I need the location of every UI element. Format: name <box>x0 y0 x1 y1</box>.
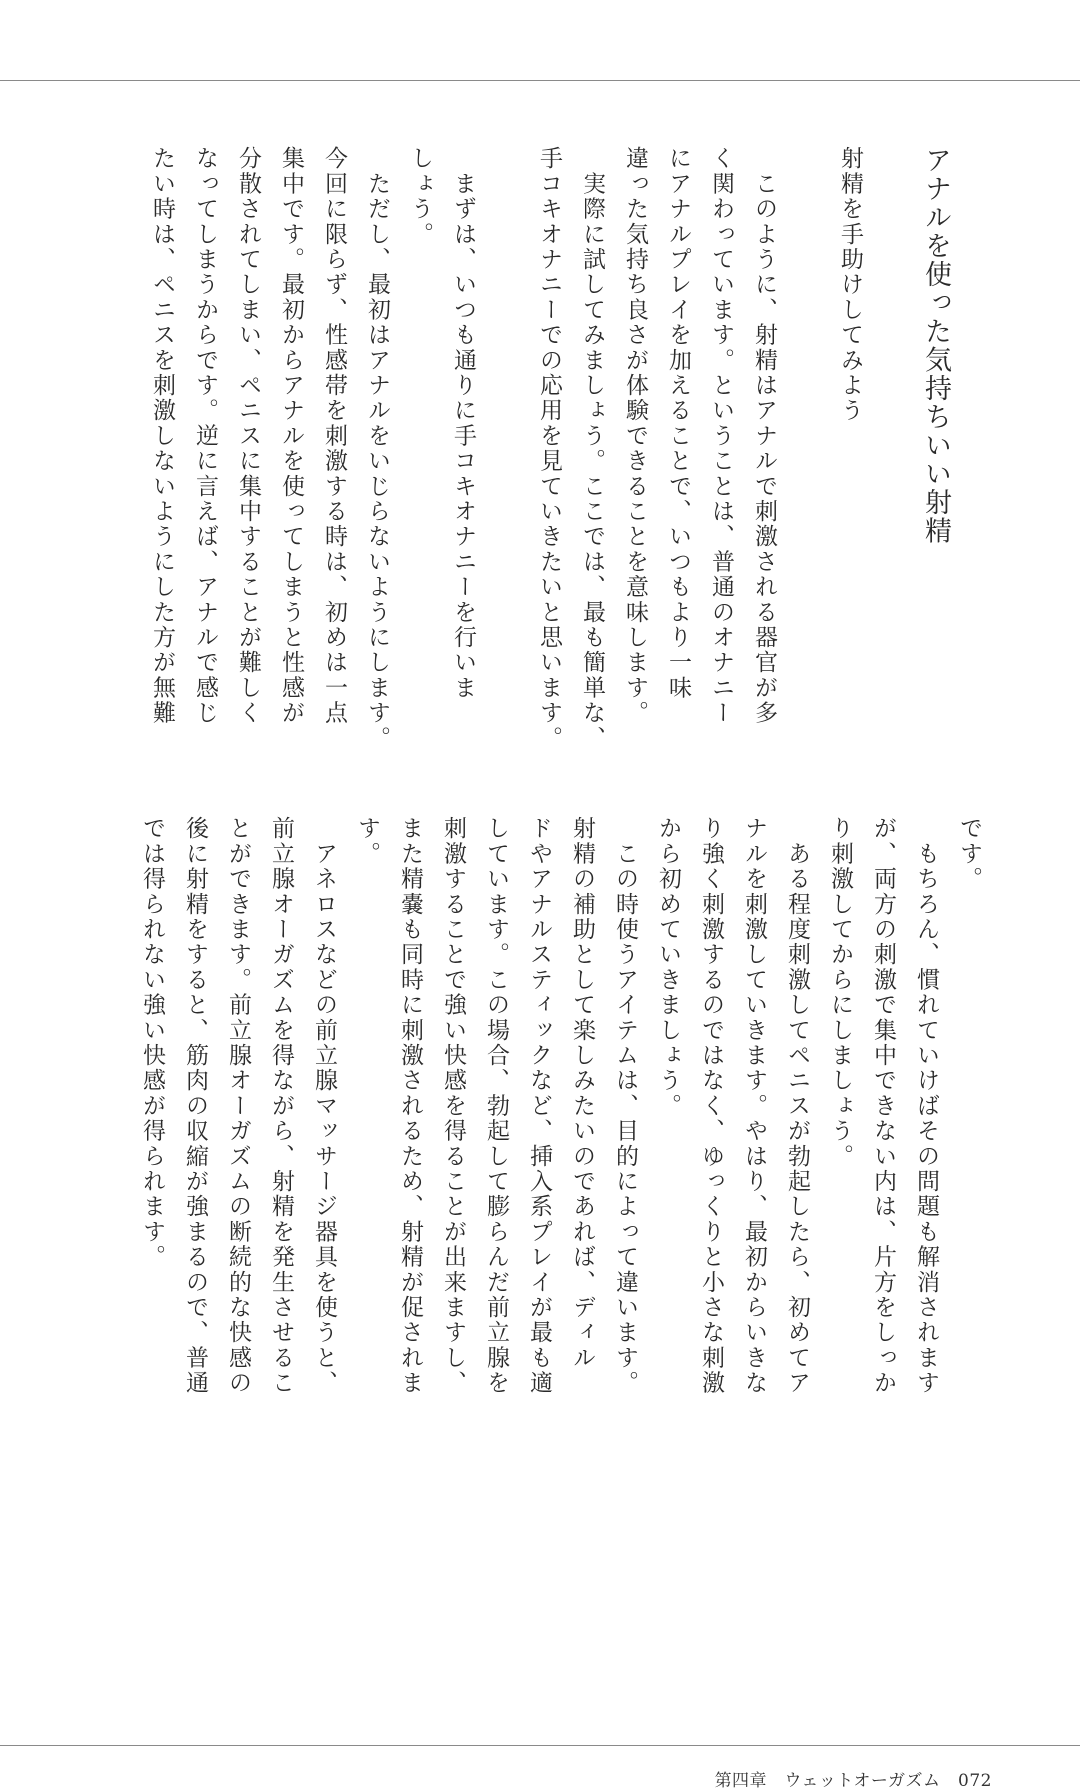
text-line: 分散されてしまい、ペニスに集中することが難しく <box>235 146 261 726</box>
text-line: が、両方の刺激で集中できない内は、片方をしっか <box>870 816 896 1396</box>
text-line: たい時は、ペニスを刺激しないようにした方が無難 <box>149 146 175 726</box>
text-line: ある程度刺激してペニスが勃起したら、初めてア <box>784 816 810 1396</box>
page-footer <box>715 1766 992 1791</box>
text-line: ナルを刺激していきます。やはり、最初からいきな <box>741 816 767 1396</box>
footer-rule <box>0 1745 1080 1746</box>
text-block-top <box>140 146 957 751</box>
chapter-title: 第四章 ウェットオーガズム <box>714 1771 941 1791</box>
text-line: ドやアナルスティックなど、挿入系プレイが最も適 <box>526 816 552 1396</box>
section-subtitle: 射精を手助けしてみよう <box>837 146 863 424</box>
text-line: まずは、いつも通りに手コキオナニーを行いま <box>450 146 476 701</box>
text-line: とができます。前立腺オーガズムの断続的な快感の <box>225 816 251 1396</box>
text-line: 刺激することで強い快感を得ることが出来ますし、 <box>440 816 466 1396</box>
text-block-bottom <box>130 816 990 1416</box>
header-rule <box>0 80 1080 81</box>
text-line: 射精の補助として楽しみたいのであれば、ディル <box>569 816 595 1371</box>
blank-line <box>484 146 527 746</box>
text-line: 実際に試してみましょう。ここでは、最も簡単な、 <box>579 146 605 751</box>
footer-spacer <box>941 1771 959 1791</box>
text-line: しています。この場合、勃起して膨らんだ前立腺を <box>483 816 509 1396</box>
text-line: り刺激してからにしましょう。 <box>827 816 853 1169</box>
text-line: す。 <box>354 816 380 867</box>
text-line: このように、射精はアナルで刺激される器官が多 <box>751 146 777 726</box>
text-line: アネロスなどの前立腺マッサージ器具を使うと、 <box>311 816 337 1396</box>
text-line: にアナルプレイを加えることで、いつもより一味 <box>665 146 691 701</box>
blank-line <box>785 146 828 746</box>
text-line: です。 <box>956 816 982 892</box>
text-line: 集中です。最初からアナルを使ってしまうと性感が <box>278 146 304 726</box>
text-line: 前立腺オーガズムを得ながら、射精を発生させるこ <box>268 816 294 1396</box>
section-title: アナルを使った気持ちいい射精 <box>920 146 951 545</box>
text-line: く関わっています。ということは、普通のオナニー <box>708 146 734 726</box>
text-line: 今回に限らず、性感帯を刺激する時は、初めは一点 <box>321 146 347 726</box>
text-line: 後に射精をすると、筋肉の収縮が強まるので、普通 <box>182 816 208 1396</box>
text-line: しょう。 <box>407 146 433 247</box>
text-line: 違った気持ち良さが体験できることを意味します。 <box>622 146 648 726</box>
text-line: り強く刺激するのではなく、ゆっくりと小さな刺激 <box>698 816 724 1396</box>
text-line: では得られない強い快感が得られます。 <box>139 816 165 1270</box>
text-line: この時使うアイテムは、目的によって違います。 <box>612 816 638 1396</box>
text-line: 手コキオナニーでの応用を見ていきたいと思います。 <box>536 146 562 751</box>
text-line: から初めていきましょう。 <box>655 816 681 1119</box>
text-line: また精嚢も同時に刺激されるため、射精が促されま <box>397 816 423 1396</box>
text-line: なってしまうからです。逆に言えば、アナルで感じ <box>192 146 218 726</box>
text-line: ただし、最初はアナルをいじらないようにします。 <box>364 146 390 751</box>
text-line: もちろん、慣れていけばその問題も解消されます <box>913 816 939 1396</box>
blank-line <box>871 146 914 746</box>
page-number: 072 <box>958 1771 992 1791</box>
